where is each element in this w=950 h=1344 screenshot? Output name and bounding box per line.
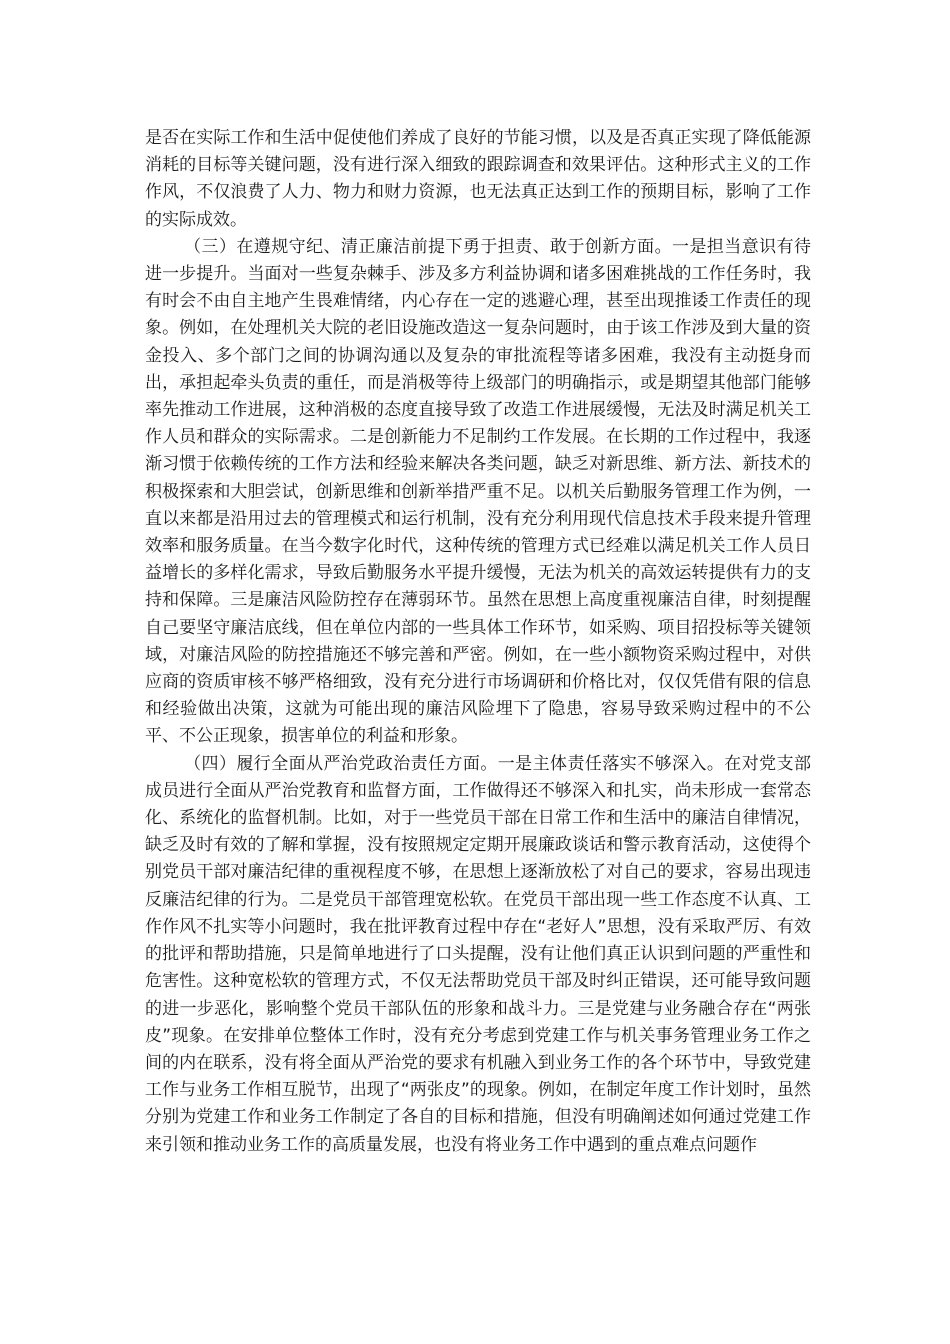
document-page: [145, 125, 811, 1159]
paragraph-continuation: 是否在实际工作和生活中促使他们养成了良好的节能习惯，以及是否真正实现了降低能源消耗的目标等关键问题，没有进行深入细致的跟踪调查和效果评估。这种形式主义的工作作风，不仅浪费了人力、物力和财力资源，也无法真正达到工作的预期目标，影响了工作的实际成效。: [145, 128, 811, 230]
paragraph-section-3: （三）在遵规守纪、清正廉洁前提下勇于担责、敢于创新方面。一是担当意识有待进一步提升。当面对一些复杂棘手、涉及多方利益协调和诸多困难挑战的工作任务时，我有时会不由自主地产生畏难情绪，内心存在一定的逃避心理，甚至出现推诿工作责任的现象。例如，在处理机关大院的老旧设施改造这一复杂问题时，由于该工作涉及到大量的资金投入、多个部门之间的协调沟通以及复杂的审批流程等诸多困难，我没有主动挺身而出，承担起牵头负责的重任，而是消极等待上级部门的明确指示，或是期望其他部门能够率先推动工作进展，这种消极的态度直接导致了改造工作进展缓慢，无法及时满足机关工作人员和群众的实际需求。二是创新能力不足制约工作发展。在长期的工作过程中，我逐渐习惯于依赖传统的工作方法和经验来解决各类问题，缺乏对新思维、新方法、新技术的积极探索和大胆尝试，创新思维和创新举措严重不足。以机关后勤服务管理工作为例，一直以来都是沿用过去的管理模式和运行机制，没有充分利用现代信息技术手段来提升管理效率和服务质量。在当今数字化时代，这种传统的管理方式已经难以满足机关工作人员日益增长的多样化需求，导致后勤服务水平提升缓慢，无法为机关的高效运转提供有力的支持和保障。三是廉洁风险防控存在薄弱环节。虽然在思想上高度重视廉洁自律，时刻提醒自己要坚守廉洁底线，但在单位内部的一些具体工作环节，如采购、项目招投标等关键领域，对廉洁风险的防控措施还不够完善和严密。例如，在一些小额物资采购过程中，对供应商的资质审核不够严格细致，没有充分进行市场调研和价格比对，仅仅凭借有限的信息和经验做出决策，这就为可能出现的廉洁风险埋下了隐患，容易导致采购过程中的不公平、不公正现象，损害单位的利益和形象。: [145, 236, 811, 747]
paragraph-section-4: （四）履行全面从严治党政治责任方面。一是主体责任落实不够深入。在对党支部成员进行全面从严治党教育和监督方面，工作做得还不够深入和扎实，尚未形成一套常态化、系统化的监督机制。比如，对于一些党员干部在日常工作和生活中的廉洁自律情况，缺乏及时有效的了解和掌握，没有按照规定定期开展廉政谈话和警示教育活动，这使得个别党员干部对廉洁纪律的重视程度不够，在思想上逐渐放松了对自己的要求，容易出现违反廉洁纪律的行为。二是党员干部管理宽松软。在党员干部出现一些工作态度不认真、工作作风不扎实等小问题时，我在批评教育过程中存在“老好人”思想，没有采取严厉、有效的批评和帮助措施，只是简单地进行了口头提醒，没有让他们真正认识到问题的严重性和危害性。这种宽松软的管理方式，不仅无法帮助党员干部及时纠正错误，还可能导致问题的进一步恶化，影响整个党员干部队伍的形象和战斗力。三是党建与业务融合存在“两张皮”现象。在安排单位整体工作时，没有充分考虑到党建工作与机关事务管理业务工作之间的内在联系，没有将全面从严治党的要求有机融入到业务工作的各个环节中，导致党建工作与业务工作相互脱节，出现了“两张皮”的现象。例如，在制定年度工作计划时，虽然分别为党建工作和业务工作制定了各自的目标和措施，但没有明确阐述如何通过党建工作来引领和推动业务工作的高质量发展，也没有将业务工作中遇到的重点难点问题作: [145, 753, 811, 1155]
